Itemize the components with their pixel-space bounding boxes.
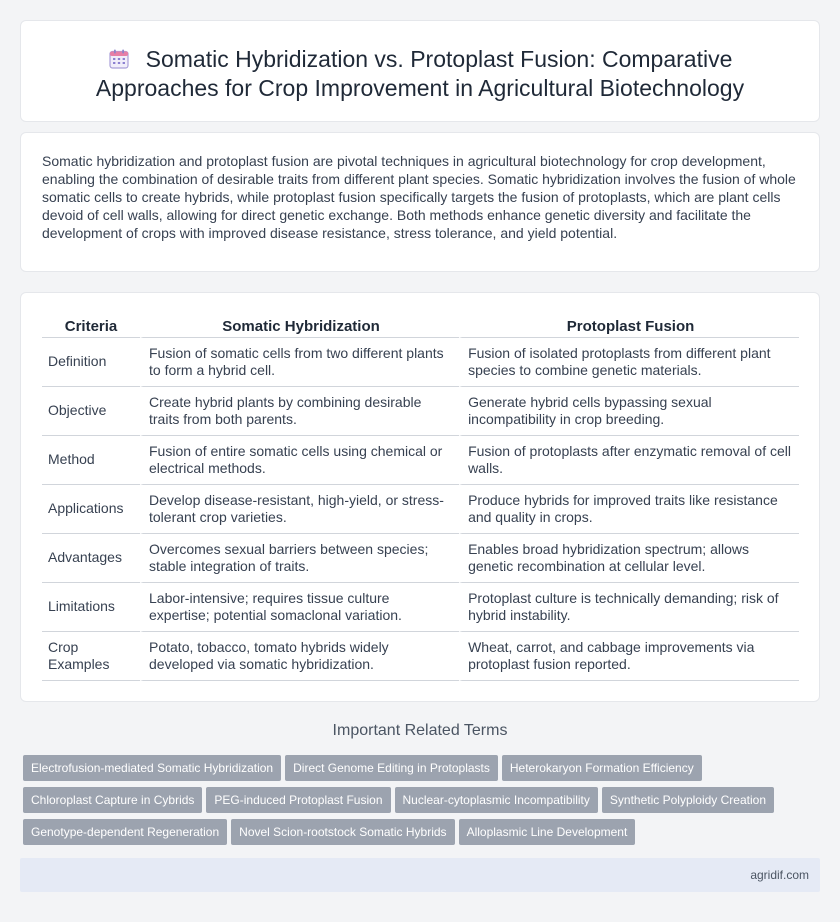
related-term-tag[interactable]: Nuclear-cytoplasmic Incompatibility xyxy=(395,787,598,813)
protoplast-cell: Fusion of protoplasts after enzymatic removal of cell walls. xyxy=(459,436,799,485)
title-text: Somatic Hybridization vs. Protoplast Fusion: Comparative Approaches for Crop Improvement in Agricultural Biotechnology xyxy=(95,46,745,101)
table-row xyxy=(42,436,799,485)
table-row xyxy=(42,387,799,436)
related-term-tag[interactable]: Synthetic Polyploidy Creation xyxy=(602,787,774,813)
related-terms-heading: Important Related Terms xyxy=(332,722,508,739)
intro-card xyxy=(20,132,820,272)
somatic-cell: Overcomes sexual barriers between species; stable integration of traits. xyxy=(140,534,459,583)
related-term-tag[interactable]: Electrofusion-mediated Somatic Hybridization xyxy=(23,755,281,781)
header-criteria: Criteria xyxy=(42,316,140,338)
somatic-cell: Potato, tobacco, tomato hybrids widely developed via somatic hybridization. xyxy=(140,632,459,681)
related-term-tag[interactable]: Alloplasmic Line Development xyxy=(459,819,636,845)
criteria-cell: Advantages xyxy=(42,534,140,583)
protoplast-cell: Produce hybrids for improved traits like resistance and quality in crops. xyxy=(459,485,799,534)
table-header-row xyxy=(42,316,799,338)
criteria-cell: Crop Examples xyxy=(42,632,140,681)
intro-paragraph: Somatic hybridization and protoplast fusion are pivotal techniques in agricultural biotechnology for crop development, enabling the combination of desirable traits from different plant species. Somatic hybridization involves the fusion of whole somatic cells to create hybrids, while protoplast fusion specifically targets the fusion of protoplasts, which are plant cells devoid of cell walls, allowing for direct genetic exchange. Both methods enhance genetic diversity and facilitate the development of crops with improved disease resistance, stress tolerance, and yield potential. xyxy=(42,153,796,241)
comparison-table xyxy=(42,316,799,681)
table-row xyxy=(42,534,799,583)
somatic-cell: Develop disease-resistant, high-yield, or stress-tolerant crop varieties. xyxy=(140,485,459,534)
related-term-tag[interactable]: Novel Scion-rootstock Somatic Hybrids xyxy=(231,819,454,845)
criteria-cell: Definition xyxy=(42,338,140,387)
protoplast-cell: Wheat, carrot, and cabbage improvements via protoplast fusion reported. xyxy=(459,632,799,681)
related-term-tag[interactable]: Genotype-dependent Regeneration xyxy=(23,819,227,845)
related-term-tag[interactable]: PEG-induced Protoplast Fusion xyxy=(206,787,390,813)
protoplast-cell: Generate hybrid cells bypassing sexual incompatibility in crop breeding. xyxy=(459,387,799,436)
somatic-cell: Fusion of entire somatic cells using chemical or electrical methods. xyxy=(140,436,459,485)
related-term-tag[interactable]: Chloroplast Capture in Cybrids xyxy=(23,787,202,813)
criteria-cell: Objective xyxy=(42,387,140,436)
tag-row xyxy=(23,755,793,787)
page-title xyxy=(61,45,779,103)
tag-row xyxy=(23,787,793,819)
related-terms xyxy=(23,755,793,851)
footer-site[interactable]: agridif.com xyxy=(750,868,809,882)
somatic-cell: Create hybrid plants by combining desirable traits from both parents. xyxy=(140,387,459,436)
table-row xyxy=(42,485,799,534)
protoplast-cell: Enables broad hybridization spectrum; allows genetic recombination at cellular level. xyxy=(459,534,799,583)
table-row xyxy=(42,338,799,387)
somatic-cell: Fusion of somatic cells from two different plants to form a hybrid cell. xyxy=(140,338,459,387)
related-term-tag[interactable]: Heterokaryon Formation Efficiency xyxy=(502,755,702,781)
table-row xyxy=(42,583,799,632)
criteria-cell: Limitations xyxy=(42,583,140,632)
comparison-card xyxy=(20,292,820,702)
related-term-tag[interactable]: Direct Genome Editing in Protoplasts xyxy=(285,755,498,781)
somatic-cell: Labor-intensive; requires tissue culture expertise; potential somaclonal variation. xyxy=(140,583,459,632)
protoplast-cell: Fusion of isolated protoplasts from different plant species to combine genetic materials. xyxy=(459,338,799,387)
table-row xyxy=(42,632,799,681)
protoplast-cell: Protoplast culture is technically demanding; risk of hybrid instability. xyxy=(459,583,799,632)
criteria-cell: Applications xyxy=(42,485,140,534)
calendar-icon xyxy=(108,48,130,70)
tag-row xyxy=(23,819,793,851)
footer xyxy=(20,858,820,892)
header-somatic: Somatic Hybridization xyxy=(140,316,459,338)
title-card xyxy=(20,20,820,122)
header-protoplast: Protoplast Fusion xyxy=(459,316,799,338)
criteria-cell: Method xyxy=(42,436,140,485)
